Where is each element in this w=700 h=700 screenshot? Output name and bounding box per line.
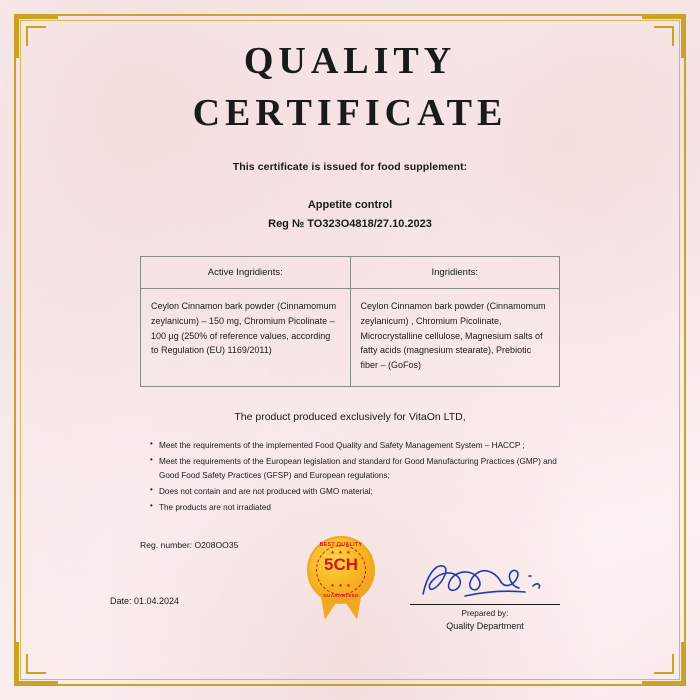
- signature-rule: [410, 604, 560, 605]
- signature-block: [405, 556, 565, 631]
- seal-main-text: 5CH: [323, 555, 358, 574]
- table-header-active-ingredients: Active Ingridients:: [141, 257, 351, 289]
- list-item: • Does not contain and are not produced with GMO material;: [150, 485, 565, 498]
- list-item: • Meet the requirements of the European legislation and standard for Good Manufacturing Practices (GMP) and Good Food Safety Practices (GFSP) and European regulations;: [150, 455, 565, 481]
- quality-seal-badge: [298, 534, 384, 630]
- seal-stars-top-icon: ★ ★ ★: [330, 550, 352, 556]
- seal-bottom-text: GUARANTEED: [323, 593, 359, 598]
- product-name: Appetite control: [307, 199, 393, 212]
- cell-active-ingredients: Ceylon Cinnamon bark powder (Cinnamomum zeylanicum) – 150 mg, Chromium Picolinate – 100 µg (250% of reference values, according to Regulation (EU) 1169/2011): [141, 289, 351, 387]
- signature-image: [405, 556, 565, 604]
- produced-for-text: The product produced exclusively for VitaOn LTD,: [234, 411, 466, 424]
- table-row: [141, 289, 560, 387]
- registration-line: Reg № TO323O4818/27.10.2023: [268, 218, 432, 231]
- certificate-title-line-1: QUALITY: [243, 40, 457, 82]
- registration-number: Reg. number: O208OO35: [140, 539, 239, 550]
- list-item: • Meet the requirements of the implemented Food Quality and Safety Management System – HACCP ;: [150, 439, 565, 452]
- compliance-list: [30, 439, 670, 514]
- table-header-ingredients: Ingridients:: [350, 257, 560, 289]
- department-name: Quality Department: [446, 621, 524, 631]
- list-item: • The products are not irradiated: [150, 501, 565, 514]
- cell-ingredients: Ceylon Cinnamon bark powder (Cinnamomum zeylanicum) , Chromium Picolinate, Microcrystalline cellulose, Magnesium salts of fatty acids (magnesium stearate), Prebiotic fiber – (GoFos): [350, 289, 560, 387]
- seal-stars-bottom-icon: ★ ★ ★: [330, 583, 352, 589]
- seal-top-text: BEST QUALITY: [319, 542, 363, 548]
- seal-circle: [307, 536, 375, 604]
- certificate-title-line-2: CERTIFICATE: [192, 91, 508, 134]
- prepared-by-label: Prepared by:: [461, 609, 509, 618]
- issued-for-text: This certificate is issued for food supplement:: [232, 161, 468, 174]
- ingredients-table: [140, 256, 560, 387]
- issue-date: Date: 01.04.2024: [110, 596, 180, 606]
- table-header-row: [141, 257, 560, 289]
